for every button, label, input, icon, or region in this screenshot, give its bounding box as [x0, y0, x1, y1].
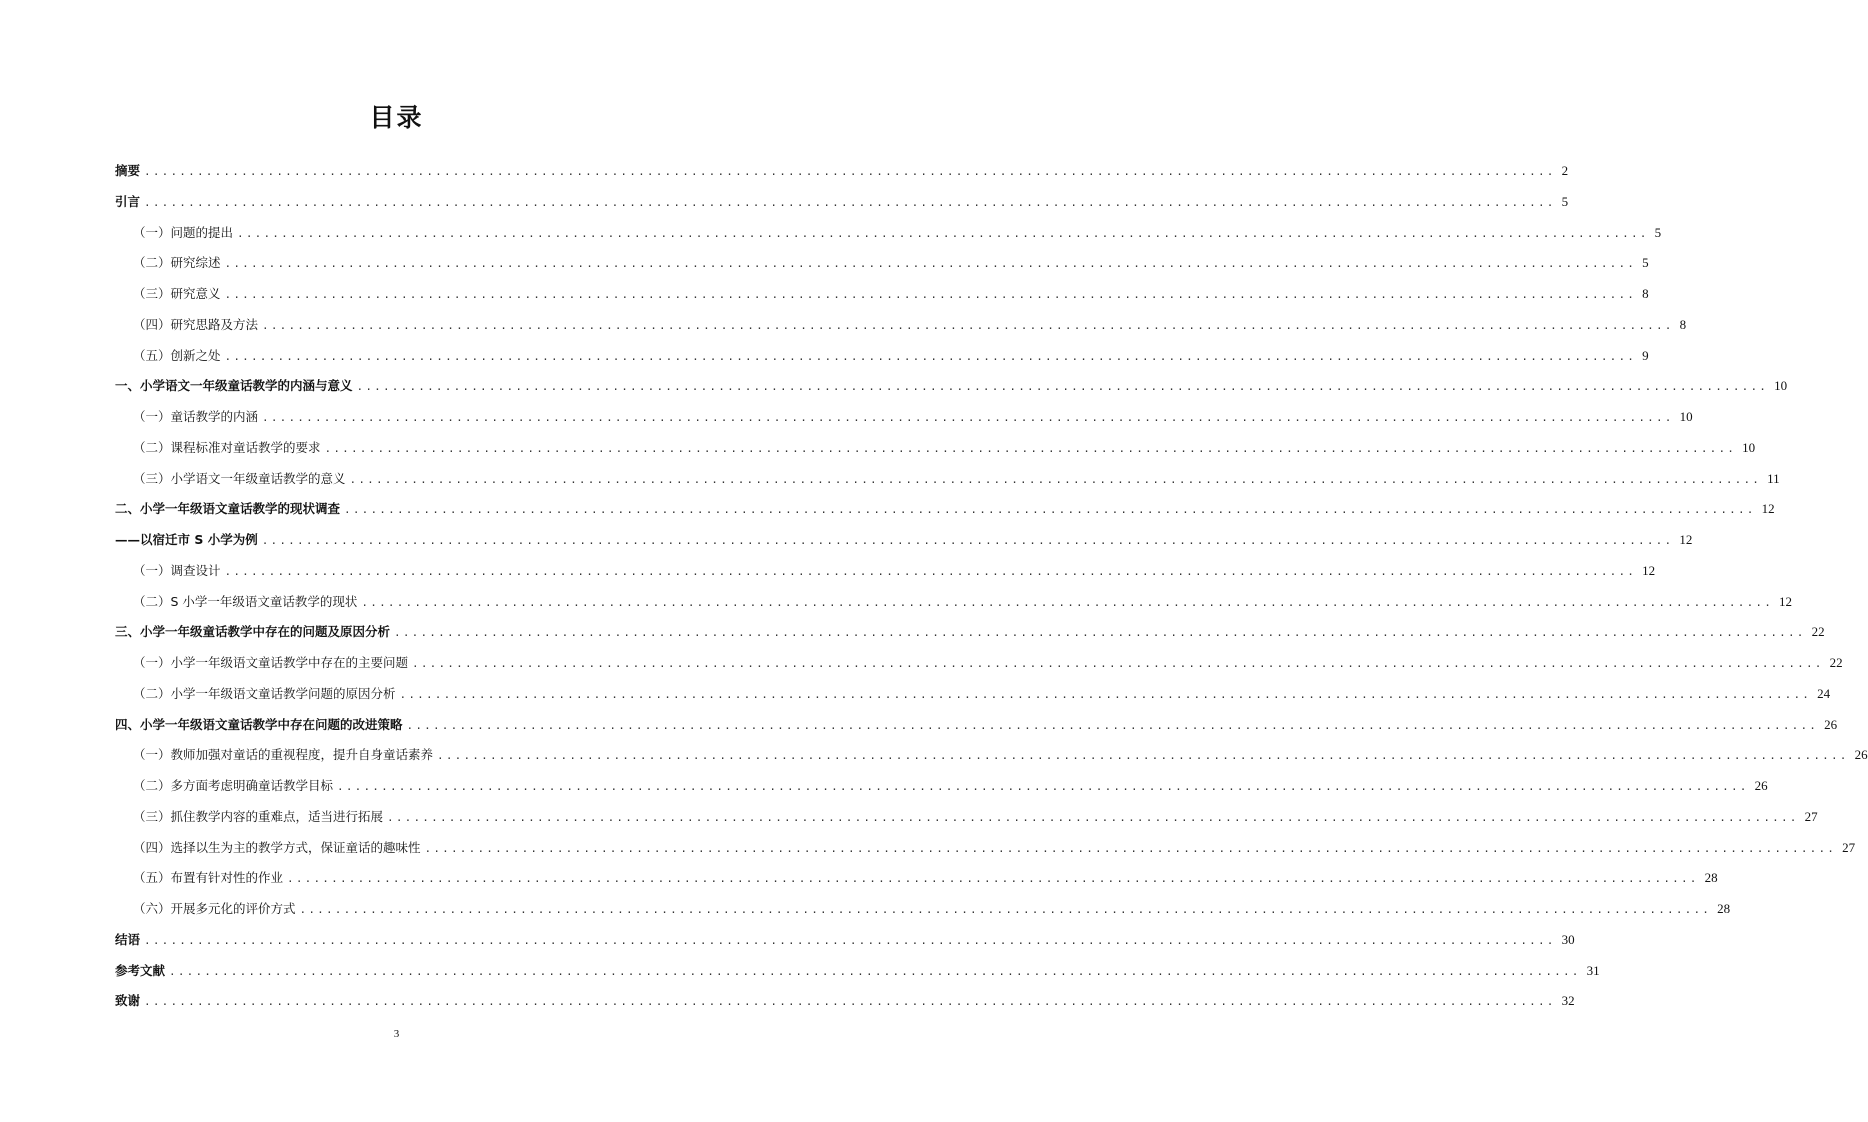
toc-entry-page: 8	[1679, 316, 1687, 332]
toc-entry-label: （四）选择以生为主的教学方式，保证童话的趣味性	[133, 839, 421, 855]
toc-entry-label: （五）布置有针对性的作业	[133, 870, 284, 886]
toc-entry-label: （三）研究意义	[133, 286, 221, 301]
page-title: 目录	[369, 103, 424, 132]
toc-entry-page: 26	[1754, 778, 1768, 793]
toc-entry-page: 10	[1742, 439, 1756, 455]
toc-entry-page: 11	[1767, 470, 1780, 486]
toc-entry-label: （二）S 小学一年级语文童话教学的现状	[133, 593, 358, 609]
toc-dot-leader: ................................................................................................................................................................	[237, 226, 1649, 240]
toc-entry[interactable]	[115, 156, 1569, 187]
toc-entry[interactable]	[115, 310, 1687, 341]
toc-entry[interactable]	[115, 279, 1649, 310]
toc-entry-page: 26	[1824, 716, 1838, 732]
toc-entry[interactable]	[115, 771, 1768, 802]
toc-entry[interactable]	[115, 648, 1843, 679]
toc-entry[interactable]	[115, 710, 1838, 741]
toc-entry-page: 30	[1561, 931, 1575, 947]
toc-entry-page: 28	[1717, 901, 1731, 916]
toc-entry-label: 三、小学一年级童话教学中存在的问题及原因分析	[115, 624, 391, 640]
toc-entry[interactable]	[115, 679, 1831, 710]
toc-entry[interactable]	[115, 986, 1575, 1017]
toc-entry-page: 10	[1774, 378, 1788, 394]
toc-dot-leader: ................................................................................................................................................................	[261, 534, 1674, 547]
toc-entry-label: （一）小学一年级语文童话教学中存在的主要问题	[133, 655, 409, 670]
toc-entry[interactable]	[115, 556, 1656, 587]
toc-entry-page: 26	[1854, 747, 1868, 763]
toc-dot-leader: ................................................................................................................................................................	[287, 872, 1699, 886]
toc-entry-label: （一）问题的提出	[133, 224, 234, 240]
toc-entry[interactable]	[115, 956, 1600, 987]
toc-dot-leader: ................................................................................................................................................................	[394, 626, 1806, 640]
toc-dot-leader: ................................................................................................................................................................	[387, 810, 1799, 824]
toc-entry[interactable]	[115, 925, 1575, 956]
toc-entry[interactable]	[115, 525, 1693, 556]
toc-dot-leader: ................................................................................................................................................................	[262, 411, 1674, 424]
table-of-contents	[115, 156, 1868, 1017]
toc-dot-leader: ................................................................................................................................................................	[324, 441, 1737, 455]
toc-dot-leader: ................................................................................................................................................................	[169, 964, 1581, 978]
toc-dot-leader: ................................................................................................................................................................	[424, 841, 1837, 855]
toc-dot-leader: ................................................................................................................................................................	[412, 657, 1824, 670]
toc-entry-label: 四、小学一年级语文童话教学中存在问题的改进策略	[115, 716, 403, 732]
toc-entry-page: 5	[1654, 224, 1662, 240]
toc-entry-page: 9	[1642, 347, 1649, 363]
toc-entry-label: （四）研究思路及方法	[133, 316, 259, 332]
toc-entry-page: 12	[1779, 593, 1793, 609]
toc-dot-leader: ................................................................................................................................................................	[224, 257, 1637, 271]
toc-entry-label: （二）多方面考虑明确童话教学目标	[133, 778, 334, 793]
toc-entry-label: 引言	[115, 193, 141, 209]
toc-entry-label: （二）课程标准对童话教学的要求	[133, 439, 321, 455]
toc-entry-label: （二）小学一年级语文童话教学问题的原因分析	[133, 685, 396, 701]
toc-entry-page: 8	[1642, 286, 1649, 301]
toc-entry-page: 12	[1642, 562, 1656, 578]
toc-entry[interactable]	[115, 371, 1788, 402]
toc-entry-label: （五）创新之处	[133, 347, 221, 363]
toc-dot-leader: ................................................................................................................................................................	[349, 472, 1762, 486]
toc-entry-label: 摘要	[115, 163, 141, 178]
toc-entry[interactable]	[115, 248, 1649, 279]
toc-dot-leader: ................................................................................................................................................................	[144, 195, 1556, 209]
toc-entry-page: 27	[1804, 808, 1818, 824]
toc-entry[interactable]	[115, 863, 1718, 894]
toc-entry[interactable]	[115, 587, 1793, 618]
toc-entry-label: 结语	[115, 931, 141, 947]
toc-entry-label: （六）开展多元化的评价方式	[133, 901, 296, 916]
toc-dot-leader: ................................................................................................................................................................	[337, 780, 1749, 793]
toc-entry-page: 31	[1586, 962, 1600, 978]
toc-entry[interactable]	[115, 802, 1818, 833]
toc-entry[interactable]	[115, 740, 1868, 771]
toc-entry-label: ——以宿迁市 S 小学为例	[115, 532, 258, 547]
toc-entry[interactable]	[115, 402, 1693, 433]
toc-entry-label: 参考文献	[115, 962, 166, 978]
toc-entry[interactable]	[115, 218, 1662, 249]
toc-entry-page: 22	[1811, 624, 1825, 640]
toc-entry-page: 24	[1817, 685, 1831, 701]
toc-entry-label: 一、小学语文一年级童话教学的内涵与意义	[115, 378, 353, 394]
toc-dot-leader: ................................................................................................................................................................	[144, 933, 1556, 947]
toc-entry-label: 二、小学一年级语文童话教学的现状调查	[115, 501, 341, 517]
toc-entry-label: （三）小学语文一年级童话教学的意义	[133, 470, 346, 486]
toc-dot-leader: ................................................................................................................................................................	[399, 687, 1812, 701]
toc-entry-label: （一）教师加强对童话的重视程度，提升自身童话素养	[133, 747, 434, 763]
toc-dot-leader: ................................................................................................................................................................	[144, 165, 1556, 178]
toc-dot-leader: ................................................................................................................................................................	[224, 349, 1637, 363]
toc-entry-page: 5	[1642, 255, 1649, 271]
toc-entry[interactable]	[115, 617, 1825, 648]
toc-dot-leader: ................................................................................................................................................................	[224, 288, 1637, 301]
toc-dot-leader: ................................................................................................................................................................	[356, 380, 1769, 394]
toc-entry-page: 12	[1761, 501, 1775, 517]
toc-entry-page: 5	[1561, 193, 1569, 209]
toc-entry-page: 32	[1561, 993, 1575, 1009]
toc-entry[interactable]	[115, 494, 1775, 525]
toc-entry[interactable]	[115, 341, 1649, 372]
toc-entry[interactable]	[115, 833, 1856, 864]
toc-entry-label: （一）调查设计	[133, 562, 221, 578]
toc-dot-leader: ................................................................................................................................................................	[361, 595, 1774, 609]
toc-entry[interactable]	[115, 433, 1756, 464]
toc-entry-page: 2	[1561, 163, 1569, 178]
page-number: 3	[393, 1028, 400, 1040]
toc-entry-page: 10	[1679, 409, 1693, 424]
toc-dot-leader: ................................................................................................................................................................	[144, 995, 1556, 1009]
toc-entry-page: 27	[1842, 839, 1856, 855]
toc-entry[interactable]	[115, 464, 1780, 495]
toc-dot-leader: ................................................................................................................................................................	[437, 749, 1849, 763]
toc-dot-leader: ................................................................................................................................................................	[344, 503, 1756, 517]
toc-entry[interactable]	[115, 187, 1569, 218]
toc-dot-leader: ................................................................................................................................................................	[262, 318, 1674, 332]
toc-entry[interactable]	[115, 894, 1731, 925]
toc-entry-label: （一）童话教学的内涵	[133, 409, 259, 424]
toc-entry-label: （二）研究综述	[133, 255, 221, 271]
toc-entry-label: （三）抓住教学内容的重难点，适当进行拓展	[133, 808, 384, 824]
toc-dot-leader: ................................................................................................................................................................	[406, 718, 1819, 732]
toc-entry-page: 12	[1679, 532, 1693, 547]
toc-dot-leader: ................................................................................................................................................................	[224, 564, 1637, 578]
toc-dot-leader: ................................................................................................................................................................	[299, 903, 1712, 916]
toc-entry-page: 28	[1704, 870, 1718, 886]
toc-entry-label: 致谢	[115, 993, 141, 1009]
toc-entry-page: 22	[1829, 655, 1843, 670]
